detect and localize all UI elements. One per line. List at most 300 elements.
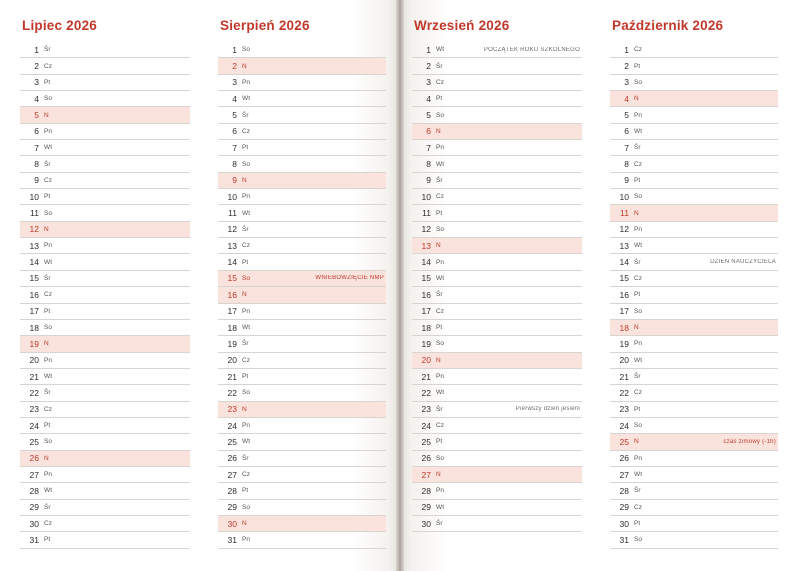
day-of-week: N xyxy=(634,95,639,103)
day-row[interactable] xyxy=(218,75,386,91)
day-row[interactable] xyxy=(610,516,778,532)
day-number: 12 xyxy=(421,224,431,235)
day-row[interactable] xyxy=(412,42,582,58)
day-row[interactable] xyxy=(610,402,778,418)
day-of-week: So xyxy=(634,78,643,86)
day-number: 21 xyxy=(29,371,39,382)
day-number: 4 xyxy=(426,93,431,104)
day-row[interactable] xyxy=(610,467,778,483)
day-of-week: N xyxy=(634,209,639,217)
day-number: 3 xyxy=(426,77,431,88)
day-row[interactable] xyxy=(412,189,582,205)
day-of-week: Pt xyxy=(634,62,641,70)
day-of-week: Wt xyxy=(44,373,53,381)
day-of-week: Wt xyxy=(242,324,251,332)
day-number: 19 xyxy=(227,338,237,349)
day-row[interactable] xyxy=(412,451,582,467)
day-number: 26 xyxy=(227,453,237,464)
day-of-week: So xyxy=(242,274,251,282)
day-number: 12 xyxy=(227,224,237,235)
day-of-week: Wt xyxy=(242,209,251,217)
day-of-week: Pt xyxy=(634,520,641,528)
day-number: 23 xyxy=(619,404,629,415)
day-row[interactable] xyxy=(218,222,386,238)
day-of-week: Pn xyxy=(44,127,53,135)
day-of-week: Pn xyxy=(436,487,445,495)
day-of-week: Cz xyxy=(634,389,643,397)
day-row[interactable] xyxy=(218,254,386,270)
day-row[interactable] xyxy=(218,451,386,467)
day-of-week: Pn xyxy=(242,193,251,201)
day-note: czas zimowy (-1h) xyxy=(723,438,776,445)
day-number: 30 xyxy=(227,518,237,529)
day-list xyxy=(610,42,778,549)
day-of-week: Cz xyxy=(436,78,445,86)
day-row[interactable] xyxy=(610,320,778,336)
day-number: 25 xyxy=(421,436,431,447)
day-row[interactable] xyxy=(610,500,778,516)
day-number: 28 xyxy=(421,485,431,496)
day-row[interactable] xyxy=(20,483,190,499)
day-row[interactable] xyxy=(218,467,386,483)
day-row[interactable] xyxy=(610,271,778,287)
day-row[interactable] xyxy=(218,385,386,401)
day-note: Pierwszy dzień jesieni xyxy=(515,406,580,413)
day-of-week: Wt xyxy=(44,144,53,152)
day-row[interactable] xyxy=(20,107,190,123)
day-row[interactable] xyxy=(20,304,190,320)
day-list xyxy=(20,42,190,549)
day-of-week: Pn xyxy=(242,307,251,315)
day-row[interactable] xyxy=(610,42,778,58)
day-row[interactable] xyxy=(610,369,778,385)
day-of-week: So xyxy=(436,111,445,119)
day-row[interactable] xyxy=(610,385,778,401)
day-number: 16 xyxy=(421,289,431,300)
day-of-week: N xyxy=(242,520,247,528)
day-of-week: Śr xyxy=(44,46,51,54)
day-of-week: Pn xyxy=(436,373,445,381)
day-row[interactable] xyxy=(412,304,582,320)
day-row[interactable] xyxy=(218,238,386,254)
day-of-week: Pt xyxy=(44,307,51,315)
day-of-week: Cz xyxy=(242,127,251,135)
day-of-week: Wt xyxy=(634,471,643,479)
month-column-lipiec xyxy=(20,18,204,561)
day-row[interactable] xyxy=(610,205,778,221)
day-number: 11 xyxy=(620,208,629,219)
day-number: 31 xyxy=(619,534,629,545)
day-row[interactable] xyxy=(20,418,190,434)
day-number: 14 xyxy=(619,257,629,268)
day-row[interactable] xyxy=(412,140,582,156)
day-of-week: N xyxy=(242,176,247,184)
day-row[interactable] xyxy=(20,189,190,205)
day-of-week: Śr xyxy=(436,291,443,299)
day-of-week: Wt xyxy=(436,503,445,511)
day-number: 7 xyxy=(624,142,629,153)
day-of-week: N xyxy=(436,127,441,135)
day-row[interactable] xyxy=(610,451,778,467)
day-of-week: Wt xyxy=(242,95,251,103)
day-row[interactable] xyxy=(610,140,778,156)
day-row[interactable] xyxy=(412,107,582,123)
day-row[interactable] xyxy=(412,369,582,385)
day-of-week: Pn xyxy=(44,471,53,479)
day-of-week: Cz xyxy=(44,176,53,184)
day-number: 24 xyxy=(619,420,629,431)
day-row[interactable] xyxy=(610,75,778,91)
day-of-week: N xyxy=(242,62,247,70)
day-number: 5 xyxy=(426,110,431,121)
day-row[interactable] xyxy=(412,124,582,140)
day-row[interactable] xyxy=(218,173,386,189)
day-number: 5 xyxy=(624,110,629,121)
day-row[interactable] xyxy=(412,75,582,91)
day-number: 16 xyxy=(227,289,237,300)
day-row[interactable] xyxy=(412,287,582,303)
day-number: 20 xyxy=(29,355,39,366)
day-of-week: Śr xyxy=(44,503,51,511)
day-number: 22 xyxy=(227,387,237,398)
day-number: 9 xyxy=(34,175,39,186)
day-of-week: N xyxy=(44,225,49,233)
day-row[interactable] xyxy=(20,156,190,172)
day-row[interactable] xyxy=(20,173,190,189)
day-row[interactable] xyxy=(218,532,386,548)
day-row[interactable] xyxy=(412,205,582,221)
day-of-week: Cz xyxy=(44,520,53,528)
day-row[interactable] xyxy=(412,58,582,74)
day-row[interactable] xyxy=(218,124,386,140)
day-of-week: Cz xyxy=(242,471,251,479)
day-row[interactable] xyxy=(610,483,778,499)
month-title: Wrzesień 2026 xyxy=(414,18,510,33)
day-number: 4 xyxy=(34,93,39,104)
day-number: 31 xyxy=(29,534,39,545)
day-of-week: Pt xyxy=(242,258,249,266)
day-of-week: Cz xyxy=(436,193,445,201)
day-row[interactable] xyxy=(20,385,190,401)
day-row[interactable] xyxy=(218,418,386,434)
day-row[interactable] xyxy=(20,140,190,156)
day-of-week: Cz xyxy=(436,307,445,315)
day-number: 16 xyxy=(619,289,629,300)
month-column-sierpien xyxy=(204,18,388,561)
day-row[interactable] xyxy=(20,205,190,221)
day-number: 16 xyxy=(29,289,39,300)
day-number: 14 xyxy=(421,257,431,268)
day-number: 1 xyxy=(34,44,39,55)
day-row[interactable] xyxy=(610,107,778,123)
day-row[interactable] xyxy=(20,124,190,140)
day-row[interactable] xyxy=(610,189,778,205)
day-row[interactable] xyxy=(412,516,582,532)
day-row[interactable] xyxy=(610,91,778,107)
day-row[interactable] xyxy=(218,42,386,58)
day-row[interactable] xyxy=(412,238,582,254)
day-number: 18 xyxy=(421,322,431,333)
day-of-week: So xyxy=(634,536,643,544)
day-of-week: Pn xyxy=(242,422,251,430)
day-row[interactable] xyxy=(610,254,778,270)
book-spine xyxy=(396,0,404,571)
day-of-week: Wt xyxy=(242,438,251,446)
day-of-week: Śr xyxy=(44,160,51,168)
day-of-week: Pt xyxy=(44,422,51,430)
day-of-week: So xyxy=(44,324,53,332)
day-row[interactable] xyxy=(20,336,190,352)
day-row[interactable] xyxy=(218,434,386,450)
day-row[interactable] xyxy=(610,156,778,172)
day-row[interactable] xyxy=(20,467,190,483)
day-number: 2 xyxy=(426,61,431,72)
day-row[interactable] xyxy=(20,42,190,58)
day-number: 8 xyxy=(426,159,431,170)
day-row[interactable] xyxy=(20,287,190,303)
day-row[interactable] xyxy=(20,271,190,287)
day-number: 6 xyxy=(624,126,629,137)
day-number: 26 xyxy=(421,453,431,464)
day-row[interactable] xyxy=(412,173,582,189)
day-of-week: Cz xyxy=(44,405,53,413)
day-of-week: Śr xyxy=(634,144,641,152)
day-number: 10 xyxy=(619,191,629,202)
day-number: 28 xyxy=(227,485,237,496)
day-number: 23 xyxy=(29,404,39,415)
day-number: 1 xyxy=(624,44,629,55)
day-row[interactable] xyxy=(20,254,190,270)
day-row[interactable] xyxy=(20,500,190,516)
day-row[interactable] xyxy=(610,304,778,320)
day-of-week: Pt xyxy=(44,193,51,201)
day-row[interactable] xyxy=(412,271,582,287)
month-column-wrzesien xyxy=(412,18,596,561)
day-row[interactable] xyxy=(218,304,386,320)
day-row[interactable] xyxy=(218,205,386,221)
day-of-week: Śr xyxy=(634,373,641,381)
day-of-week: Pt xyxy=(242,144,249,152)
day-number: 10 xyxy=(29,191,39,202)
day-row[interactable] xyxy=(218,336,386,352)
day-number: 26 xyxy=(619,453,629,464)
day-number: 3 xyxy=(232,77,237,88)
month-title: Lipiec 2026 xyxy=(22,18,97,33)
day-row[interactable] xyxy=(218,483,386,499)
day-number: 9 xyxy=(232,175,237,186)
day-row[interactable] xyxy=(412,156,582,172)
day-row[interactable] xyxy=(610,238,778,254)
day-number: 2 xyxy=(34,61,39,72)
month-title: Październik 2026 xyxy=(612,18,724,33)
day-note: WNIEBOWZIĘCIE NMP xyxy=(315,275,384,282)
day-row[interactable] xyxy=(20,353,190,369)
day-row[interactable] xyxy=(412,254,582,270)
day-of-week: Pn xyxy=(634,340,643,348)
day-number: 17 xyxy=(619,306,629,317)
day-row[interactable] xyxy=(20,532,190,548)
day-of-week: N xyxy=(436,471,441,479)
day-row[interactable] xyxy=(412,336,582,352)
day-number: 24 xyxy=(227,420,237,431)
day-of-week: Wt xyxy=(436,389,445,397)
day-row[interactable] xyxy=(218,58,386,74)
day-of-week: So xyxy=(436,340,445,348)
day-number: 21 xyxy=(619,371,629,382)
day-row[interactable] xyxy=(218,402,386,418)
day-number: 15 xyxy=(619,273,629,284)
day-row[interactable] xyxy=(610,124,778,140)
day-number: 14 xyxy=(227,257,237,268)
day-row[interactable] xyxy=(20,222,190,238)
day-row[interactable] xyxy=(20,516,190,532)
day-of-week: Cz xyxy=(44,291,53,299)
day-number: 13 xyxy=(29,240,39,251)
day-number: 27 xyxy=(421,469,431,480)
day-number: 15 xyxy=(227,273,237,284)
day-of-week: So xyxy=(436,225,445,233)
day-number: 3 xyxy=(624,77,629,88)
day-of-week: Wt xyxy=(44,487,53,495)
day-of-week: Śr xyxy=(436,520,443,528)
day-row[interactable] xyxy=(20,91,190,107)
day-row[interactable] xyxy=(20,451,190,467)
day-number: 22 xyxy=(421,387,431,398)
day-of-week: Śr xyxy=(634,487,641,495)
day-row[interactable] xyxy=(218,369,386,385)
day-number: 15 xyxy=(421,273,431,284)
day-number: 27 xyxy=(619,469,629,480)
day-of-week: Cz xyxy=(44,62,53,70)
day-number: 29 xyxy=(227,502,237,513)
day-row[interactable] xyxy=(20,58,190,74)
day-number: 2 xyxy=(232,61,237,72)
day-of-week: Śr xyxy=(436,62,443,70)
day-row[interactable] xyxy=(412,434,582,450)
day-of-week: Wt xyxy=(634,356,643,364)
day-row[interactable] xyxy=(218,91,386,107)
day-number: 22 xyxy=(29,387,39,398)
day-row-empty xyxy=(412,532,582,548)
day-of-week: Śr xyxy=(44,389,51,397)
day-row[interactable] xyxy=(218,189,386,205)
day-row[interactable] xyxy=(20,320,190,336)
day-number: 10 xyxy=(227,191,237,202)
day-of-week: Pt xyxy=(436,95,443,103)
day-number: 4 xyxy=(624,93,629,104)
day-row[interactable] xyxy=(20,238,190,254)
day-number: 21 xyxy=(227,371,237,382)
day-of-week: Wt xyxy=(634,127,643,135)
day-of-week: Cz xyxy=(242,356,251,364)
day-row[interactable] xyxy=(610,418,778,434)
day-row[interactable] xyxy=(412,385,582,401)
day-row[interactable] xyxy=(218,107,386,123)
day-row[interactable] xyxy=(20,75,190,91)
day-row[interactable] xyxy=(610,434,778,450)
day-of-week: So xyxy=(242,160,251,168)
day-row[interactable] xyxy=(610,222,778,238)
day-of-week: N xyxy=(436,356,441,364)
day-of-week: Pn xyxy=(242,78,251,86)
day-number: 8 xyxy=(624,159,629,170)
day-row[interactable] xyxy=(412,353,582,369)
day-note: POCZĄTEK ROKU SZKOLNEGO xyxy=(483,46,580,53)
day-row[interactable] xyxy=(412,500,582,516)
day-row[interactable] xyxy=(20,402,190,418)
day-number: 13 xyxy=(421,240,431,251)
day-row[interactable] xyxy=(610,173,778,189)
day-of-week: N xyxy=(242,291,247,299)
day-number: 20 xyxy=(421,355,431,366)
day-of-week: N xyxy=(44,340,49,348)
day-number: 27 xyxy=(29,469,39,480)
day-row[interactable] xyxy=(218,287,386,303)
day-row[interactable] xyxy=(610,532,778,548)
day-of-week: Pt xyxy=(436,209,443,217)
day-row[interactable] xyxy=(412,91,582,107)
day-number: 29 xyxy=(421,502,431,513)
day-row[interactable] xyxy=(218,271,386,287)
day-row[interactable] xyxy=(610,58,778,74)
day-row[interactable] xyxy=(218,320,386,336)
day-number: 23 xyxy=(421,404,431,415)
day-row[interactable] xyxy=(412,320,582,336)
day-number: 9 xyxy=(624,175,629,186)
day-number: 5 xyxy=(34,110,39,121)
day-of-week: Cz xyxy=(634,160,643,168)
day-number: 7 xyxy=(232,142,237,153)
day-row[interactable] xyxy=(20,369,190,385)
day-of-week: So xyxy=(44,438,53,446)
day-number: 12 xyxy=(619,224,629,235)
day-of-week: So xyxy=(634,307,643,315)
day-number: 6 xyxy=(34,126,39,137)
day-row[interactable] xyxy=(218,140,386,156)
day-row[interactable] xyxy=(412,222,582,238)
day-number: 25 xyxy=(29,436,39,447)
day-row[interactable] xyxy=(412,402,582,418)
page-right xyxy=(400,0,800,571)
day-of-week: Pt xyxy=(44,78,51,86)
day-row[interactable] xyxy=(218,500,386,516)
day-number: 3 xyxy=(34,77,39,88)
day-of-week: Pn xyxy=(634,111,643,119)
day-of-week: Wt xyxy=(436,46,445,54)
day-number: 1 xyxy=(426,44,431,55)
day-row[interactable] xyxy=(610,353,778,369)
day-row[interactable] xyxy=(610,287,778,303)
day-number: 20 xyxy=(227,355,237,366)
day-row[interactable] xyxy=(218,156,386,172)
day-row[interactable] xyxy=(412,467,582,483)
day-row[interactable] xyxy=(412,483,582,499)
day-number: 19 xyxy=(619,338,629,349)
day-number: 28 xyxy=(619,485,629,496)
day-row[interactable] xyxy=(412,418,582,434)
day-row[interactable] xyxy=(218,353,386,369)
day-row[interactable] xyxy=(20,434,190,450)
day-row[interactable] xyxy=(218,516,386,532)
day-of-week: Śr xyxy=(242,454,249,462)
day-number: 5 xyxy=(232,110,237,121)
day-of-week: Śr xyxy=(44,274,51,282)
day-number: 19 xyxy=(29,338,39,349)
day-row[interactable] xyxy=(610,336,778,352)
day-list xyxy=(412,42,582,549)
day-of-week: Śr xyxy=(242,340,249,348)
day-of-week: N xyxy=(44,111,49,119)
